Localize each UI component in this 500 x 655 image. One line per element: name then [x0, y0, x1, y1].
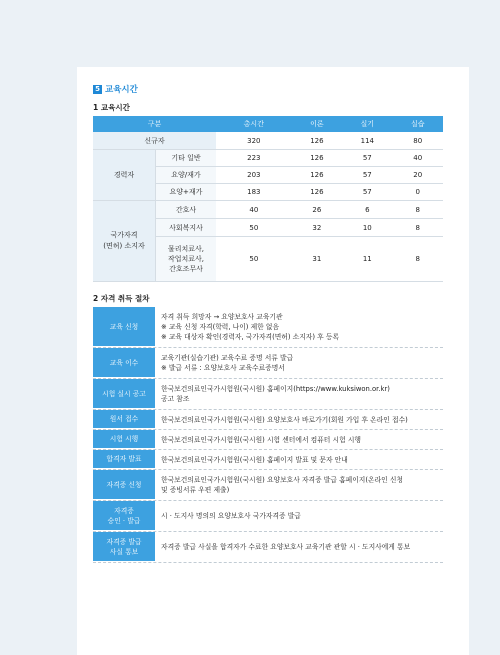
row-group-experienced: 경력자: [93, 150, 156, 201]
procedure-label-line: 교육 이수: [109, 358, 139, 367]
procedure-description: [155, 410, 443, 429]
table-row: [93, 201, 443, 219]
cell: 8: [393, 219, 443, 237]
procedure-label: [93, 501, 155, 531]
procedure-line: 교육기관(실습기관) 교육수료 증명 서류 발급: [161, 354, 294, 362]
procedure-label: [93, 532, 155, 562]
row-sublabel-line: 간호조무사: [169, 265, 203, 273]
procedure-row: [93, 430, 443, 450]
procedure-description: [155, 379, 443, 409]
procedure-row: [93, 532, 443, 563]
certification-procedure-table: [93, 307, 443, 563]
procedure-row: [93, 307, 443, 348]
procedure-line: 한국보건의료인국가시험원(국시원) 시험 센터에서 컴퓨터 시험 시행: [161, 435, 361, 444]
procedure-description: [155, 348, 443, 378]
cell: 126: [292, 184, 342, 201]
procedure-row: [93, 501, 443, 532]
row-group-label-line: 국가자격: [110, 231, 138, 239]
procedure-line: 한국보건의료인국가시험원(국시원) 요양보호사 바로가기(회원 가입 후 온라인 접수): [161, 415, 408, 424]
procedure-label: [93, 348, 155, 378]
procedure-line: 한국보건의료인국가시험원(국시원) 홈페이지 발표 및 문자 안내: [161, 455, 348, 464]
procedure-line: 공고 참조: [161, 395, 190, 403]
procedure-description: [155, 450, 443, 469]
cell: 114: [342, 132, 392, 150]
row-sublabel: 사회복지사: [156, 219, 217, 237]
cell: 8: [393, 237, 443, 282]
section-number: 5: [93, 85, 102, 94]
education-hours-table: [93, 116, 443, 282]
header-theory: 이론: [292, 116, 342, 132]
procedure-description: [155, 430, 443, 449]
row-sublabel-line: 물리치료사,: [167, 245, 205, 253]
header-practical: 실기: [342, 116, 392, 132]
procedure-label: [93, 307, 155, 347]
procedure-line: 및 증빙서류 우편 제출): [161, 486, 230, 494]
cell: 57: [342, 184, 392, 201]
cell: 126: [292, 132, 342, 150]
procedure-label-line: 합격자 발표: [106, 455, 142, 463]
cell: 50: [216, 219, 292, 237]
row-sublabel: 요양/재가: [156, 167, 217, 184]
procedure-label: [93, 450, 155, 469]
procedure-label-line: 교육 신청: [109, 322, 139, 331]
header-total: 총시간: [216, 116, 292, 132]
cell: 57: [342, 167, 392, 184]
procedure-description: [155, 501, 443, 531]
cell: 40: [393, 150, 443, 167]
procedure-label-line: 자격증 신청: [106, 480, 142, 489]
cell: 10: [342, 219, 392, 237]
procedure-label-line: 사실 통보: [109, 547, 139, 556]
procedure-row: [93, 450, 443, 470]
cell: 223: [216, 150, 292, 167]
cell: 126: [292, 150, 342, 167]
row-sublabel-line: 작업치료사,: [167, 255, 205, 263]
procedure-line: ※ 발급 서류 : 요양보호사 교육수료증명서: [161, 364, 285, 372]
row-group-licensed: [93, 201, 156, 282]
cell: 31: [292, 237, 342, 282]
procedure-line: ※ 교육 대상자 확인(경력자, 국가자격(면허) 소지자) 후 등록: [161, 333, 340, 341]
procedure-row: [93, 348, 443, 379]
table-row: [93, 150, 443, 167]
procedure-label-line: 원서 접수: [109, 415, 139, 423]
cell: 6: [342, 201, 392, 219]
row-sublabel: [156, 237, 217, 282]
cell: 320: [216, 132, 292, 150]
procedure-label: [93, 410, 155, 429]
cell: 8: [393, 201, 443, 219]
procedure-line: ※ 교육 신청 자격(학력, 나이) 제한 없음: [161, 323, 280, 331]
procedure-line: 한국보건의료인국가시험원(국시원) 홈페이지(https://www.kuksiwon.or.kr): [161, 385, 390, 393]
procedure-label-line: 자격증: [114, 506, 134, 515]
procedure-row: [93, 410, 443, 430]
procedure-description: [155, 470, 443, 500]
cell: 57: [342, 150, 392, 167]
cell: 0: [393, 184, 443, 201]
procedure-label-line: 시험 실시 공고: [102, 389, 146, 398]
table-row: [93, 132, 443, 150]
procedure-line: 한국보건의료인국가시험원(국시원) 요양보호사 자격증 발급 홈페이지(온라인 신청: [161, 476, 403, 484]
cell: 183: [216, 184, 292, 201]
header-training: 실습: [393, 116, 443, 132]
cell: 20: [393, 167, 443, 184]
table1-title: 1 교육시간: [93, 103, 130, 112]
procedure-label: [93, 379, 155, 409]
procedure-label-line: 자격증 발급: [106, 537, 142, 546]
section-heading: [93, 83, 138, 95]
procedure-row: [93, 470, 443, 501]
header-category: 구분: [93, 116, 216, 132]
procedure-line: 자격 취득 희망자 → 요양보호사 교육기관: [161, 313, 283, 321]
procedure-description: [155, 307, 443, 347]
cell: 80: [393, 132, 443, 150]
table-header-row: [93, 116, 443, 132]
row-sublabel: 간호사: [156, 201, 217, 219]
cell: 40: [216, 201, 292, 219]
section-title: 교육시간: [105, 85, 138, 95]
procedure-line: 자격증 발급 사실을 합격자가 수료한 요양보호사 교육기관 관할 시 · 도지사에게 통보: [161, 543, 411, 551]
cell: 11: [342, 237, 392, 282]
cell: 203: [216, 167, 292, 184]
procedure-label: [93, 430, 155, 449]
cell: 50: [216, 237, 292, 282]
cell: 126: [292, 167, 342, 184]
procedure-label-line: 시험 시행: [109, 435, 139, 443]
row-sublabel: 요양+재가: [156, 184, 217, 201]
row-label-new: 신규자: [93, 132, 216, 150]
cell: 26: [292, 201, 342, 219]
cell: 32: [292, 219, 342, 237]
procedure-description: [155, 532, 443, 562]
procedure-label: [93, 470, 155, 500]
row-group-label-line: (면허) 소지자: [103, 242, 145, 250]
procedure-line: 시 · 도지사 명의의 요양보호사 국가자격증 발급: [161, 512, 301, 520]
row-sublabel: 기타 일반: [156, 150, 217, 167]
procedure-label-line: 승인 · 발급: [107, 516, 141, 525]
procedure-row: [93, 379, 443, 410]
table2-title: 2 자격 취득 절차: [93, 294, 150, 303]
